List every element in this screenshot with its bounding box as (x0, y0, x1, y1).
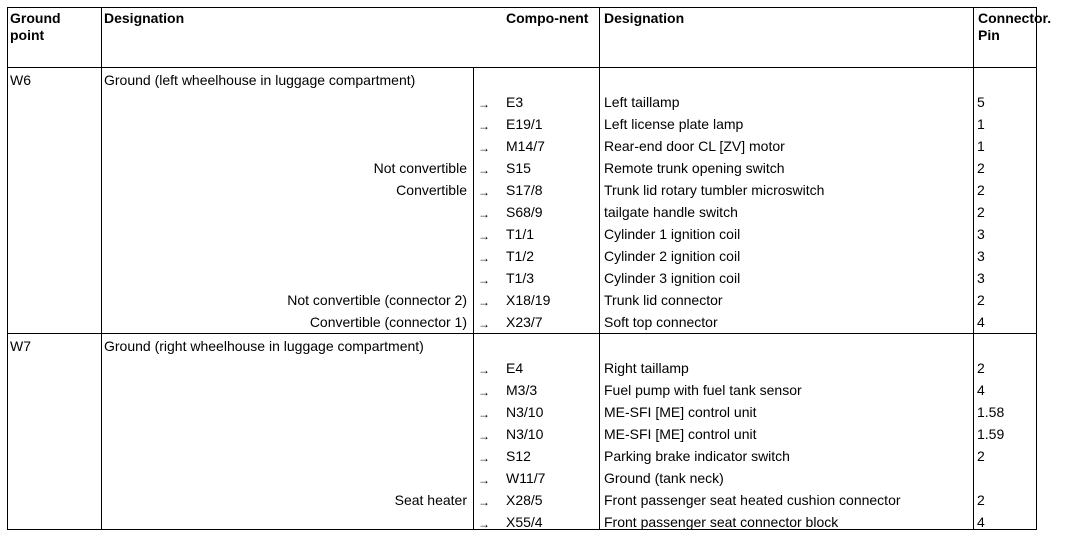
connector-pin: 2 (977, 292, 985, 308)
connector-pin: 4 (977, 314, 985, 330)
component-designation: Ground (tank neck) (604, 470, 724, 486)
connector-pin: 4 (977, 514, 985, 530)
connector-pin: 2 (977, 448, 985, 464)
ground-point-designation: Ground (right wheelhouse in luggage compartment) (104, 338, 424, 354)
connector-pin: 2 (977, 182, 985, 198)
arrow-icon: → (478, 473, 490, 487)
component-code: M14/7 (506, 138, 545, 154)
connector-pin: 4 (977, 382, 985, 398)
connector-pin: 5 (977, 94, 985, 110)
arrow-icon: → (478, 407, 490, 421)
component-designation: Left taillamp (604, 94, 680, 110)
component-code: M3/3 (506, 382, 538, 398)
arrow-icon: → (478, 119, 490, 133)
connector-pin: 1.58 (977, 404, 1005, 420)
row-condition: Convertible (connector 1) (309, 314, 467, 330)
component-designation: Left license plate lamp (604, 116, 744, 132)
column-divider (101, 8, 102, 529)
component-code: S68/9 (506, 204, 543, 220)
connector-pin: 1.59 (977, 426, 1005, 442)
arrow-icon: → (478, 207, 490, 221)
component-designation: Cylinder 3 ignition coil (604, 270, 741, 286)
connector-pin: 2 (977, 492, 985, 508)
component-designation: Rear-end door CL [ZV] motor (604, 138, 785, 154)
row-condition: Convertible (396, 182, 467, 198)
column-divider (473, 67, 474, 529)
component-designation: Parking brake indicator switch (604, 448, 790, 464)
component-code: S12 (506, 448, 531, 464)
component-code: E3 (506, 94, 524, 110)
component-code: S17/8 (506, 182, 543, 198)
component-designation: Trunk lid rotary tumbler microswitch (604, 182, 825, 198)
component-code: X23/7 (506, 314, 543, 330)
arrow-icon: → (478, 517, 490, 531)
component-designation: Cylinder 1 ignition coil (604, 226, 741, 242)
connector-pin: 3 (977, 226, 985, 242)
arrow-icon: → (478, 385, 490, 399)
component-designation: Trunk lid connector (604, 292, 723, 308)
component-designation: Fuel pump with fuel tank sensor (604, 382, 802, 398)
component-code: E4 (506, 360, 524, 376)
component-designation: ME-SFI [ME] control unit (604, 426, 757, 442)
component-code: T1/2 (506, 248, 535, 264)
arrow-icon: → (478, 495, 490, 509)
component-code: N3/10 (506, 404, 544, 420)
arrow-icon: → (478, 185, 490, 199)
connector-pin: 3 (977, 270, 985, 286)
component-designation: tailgate handle switch (604, 204, 738, 220)
component-code: N3/10 (506, 426, 544, 442)
header-component: Compo-nent (506, 10, 589, 26)
arrow-icon: → (478, 295, 490, 309)
row-condition: Seat heater (394, 492, 467, 508)
component-code: T1/1 (506, 226, 535, 242)
component-designation: Front passenger seat connector block (604, 514, 839, 530)
row-condition: Not convertible (373, 160, 467, 176)
component-designation: ME-SFI [ME] control unit (604, 404, 757, 420)
connector-pin: 2 (977, 360, 985, 376)
header-designation: Designation (104, 10, 185, 26)
component-designation: Front passenger seat heated cushion connector (604, 492, 901, 508)
component-designation: Soft top connector (604, 314, 718, 330)
component-code: W11/7 (506, 470, 546, 486)
arrow-icon: → (478, 229, 490, 243)
arrow-icon: → (478, 451, 490, 465)
component-designation: Remote trunk opening switch (604, 160, 785, 176)
ground-point-designation: Ground (left wheelhouse in luggage compartment) (104, 72, 416, 88)
arrow-icon: → (478, 97, 490, 111)
arrow-icon: → (478, 141, 490, 155)
arrow-icon: → (478, 429, 490, 443)
header-divider (8, 67, 1036, 68)
connector-pin: 2 (977, 160, 985, 176)
ground-point-table (7, 7, 1052, 531)
header-connector-pin: Connector. Pin (978, 10, 1052, 43)
connector-pin: 1 (977, 138, 985, 154)
component-code: X55/4 (506, 514, 543, 530)
arrow-icon: → (478, 317, 490, 331)
column-divider (599, 8, 600, 529)
component-code: S15 (506, 160, 531, 176)
arrow-icon: → (478, 273, 490, 287)
component-designation: Right taillamp (604, 360, 689, 376)
arrow-icon: → (478, 251, 490, 265)
component-code: E19/1 (506, 116, 543, 132)
arrow-icon: → (478, 363, 490, 377)
column-divider (973, 8, 974, 529)
ground-point-id: W7 (10, 338, 31, 354)
component-designation: Cylinder 2 ignition coil (604, 248, 741, 264)
group-divider (8, 333, 1036, 334)
header-ground-point: Ground point (10, 10, 61, 43)
component-code: T1/3 (506, 270, 535, 286)
connector-pin: 1 (977, 116, 985, 132)
connector-pin: 3 (977, 248, 985, 264)
row-condition: Not convertible (connector 2) (287, 292, 467, 308)
component-code: X28/5 (506, 492, 543, 508)
arrow-icon: → (478, 163, 490, 177)
component-code: X18/19 (506, 292, 551, 308)
ground-point-id: W6 (10, 72, 31, 88)
header-component-designation: Designation (604, 10, 685, 26)
connector-pin: 2 (977, 204, 985, 220)
